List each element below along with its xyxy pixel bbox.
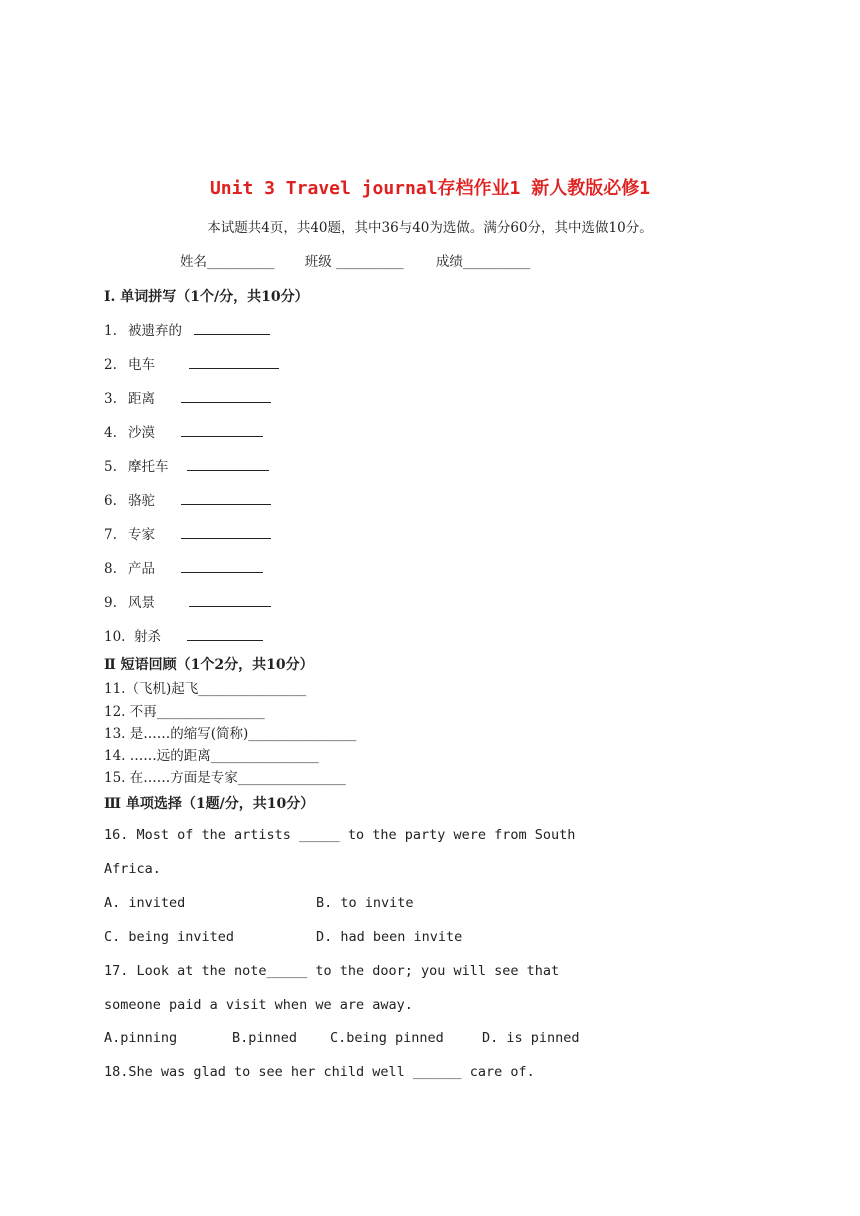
question-18-text: 18.She was glad to see her child well ______ care of. <box>104 1064 535 1080</box>
answer-blank[interactable] <box>187 458 269 471</box>
item-number: 2. <box>104 357 117 373</box>
answer-blank[interactable] <box>181 560 263 573</box>
student-info-row <box>180 250 550 270</box>
option-c: C.being pinned <box>330 1030 444 1046</box>
option-a: A.pinning <box>104 1030 178 1046</box>
phrase-item: 12. 不再________________ <box>104 704 265 720</box>
option-d: D. is pinned <box>482 1030 580 1046</box>
item-number: 6. <box>104 493 117 509</box>
name-field: 姓名__________ <box>180 254 275 270</box>
list-item <box>104 489 271 509</box>
option-b: B. to invite <box>316 895 414 911</box>
phrase-item: 15. 在……方面是专家________________ <box>104 770 346 786</box>
option-c: C. being invited <box>104 929 235 945</box>
item-word: 骆驼 <box>128 493 155 509</box>
list-item <box>104 387 271 407</box>
list-item <box>104 455 269 475</box>
answer-blank[interactable] <box>181 492 271 505</box>
answer-blank[interactable] <box>181 390 271 403</box>
answer-blank[interactable] <box>189 594 271 607</box>
question-17-text-cont: someone paid a visit when we are away. <box>104 997 413 1013</box>
list-item <box>104 591 271 611</box>
phrase-item: 13. 是……的缩写(简称)________________ <box>104 726 357 742</box>
list-item <box>104 557 263 577</box>
item-number: 7. <box>104 527 117 543</box>
score-field: 成绩__________ <box>435 254 531 270</box>
item-word: 被遗弃的 <box>128 323 182 339</box>
answer-blank[interactable] <box>187 628 263 641</box>
section-2-heading: Ⅱ 短语回顾（1个2分，共10分） <box>104 657 314 673</box>
item-number: 9. <box>104 595 117 611</box>
item-word: 风景 <box>128 595 155 611</box>
list-item <box>104 421 263 441</box>
question-16-text-cont: Africa. <box>104 861 161 877</box>
section-3-heading: Ⅲ 单项选择（1题/分，共10分） <box>104 796 315 812</box>
option-b: B.pinned <box>232 1030 298 1046</box>
class-field: 班级 __________ <box>304 254 404 270</box>
option-a: A. invited <box>104 895 186 911</box>
answer-blank[interactable] <box>189 356 279 369</box>
item-number: 3. <box>104 391 117 407</box>
list-item <box>104 523 271 543</box>
item-word: 摩托车 <box>128 459 169 475</box>
answer-blank[interactable] <box>194 322 270 335</box>
item-number: 4. <box>104 425 117 441</box>
item-word: 产品 <box>128 561 155 577</box>
item-number: 5. <box>104 459 117 475</box>
item-number: 1. <box>104 323 117 339</box>
list-item <box>104 625 263 645</box>
intro-text: 本试题共4页，共40题，其中36与40为选做。满分60分，其中选做10分。 <box>207 220 653 236</box>
option-d: D. had been invite <box>316 929 463 945</box>
section-1-heading: I. 单词拼写（1个/分，共10分） <box>104 289 309 305</box>
list-item <box>104 353 279 373</box>
question-16-text: 16. Most of the artists _____ to the party were from South <box>104 827 576 843</box>
item-number: 8. <box>104 561 117 577</box>
item-word: 距离 <box>128 391 155 407</box>
item-word: 专家 <box>128 527 155 543</box>
question-17-text: 17. Look at the note_____ to the door; you will see that <box>104 963 560 979</box>
list-item <box>104 319 270 339</box>
item-number: 10. <box>104 629 126 645</box>
item-word: 电车 <box>128 357 155 373</box>
phrase-item: 11.（飞机)起飞________________ <box>104 681 307 697</box>
answer-blank[interactable] <box>181 526 271 539</box>
answer-blank[interactable] <box>181 424 263 437</box>
page-title: Unit 3 Travel journal存档作业1 新人教版必修1 <box>209 178 651 199</box>
item-word: 射杀 <box>134 629 161 645</box>
phrase-item: 14. ……远的距离________________ <box>104 748 319 764</box>
item-word: 沙漠 <box>128 425 155 441</box>
